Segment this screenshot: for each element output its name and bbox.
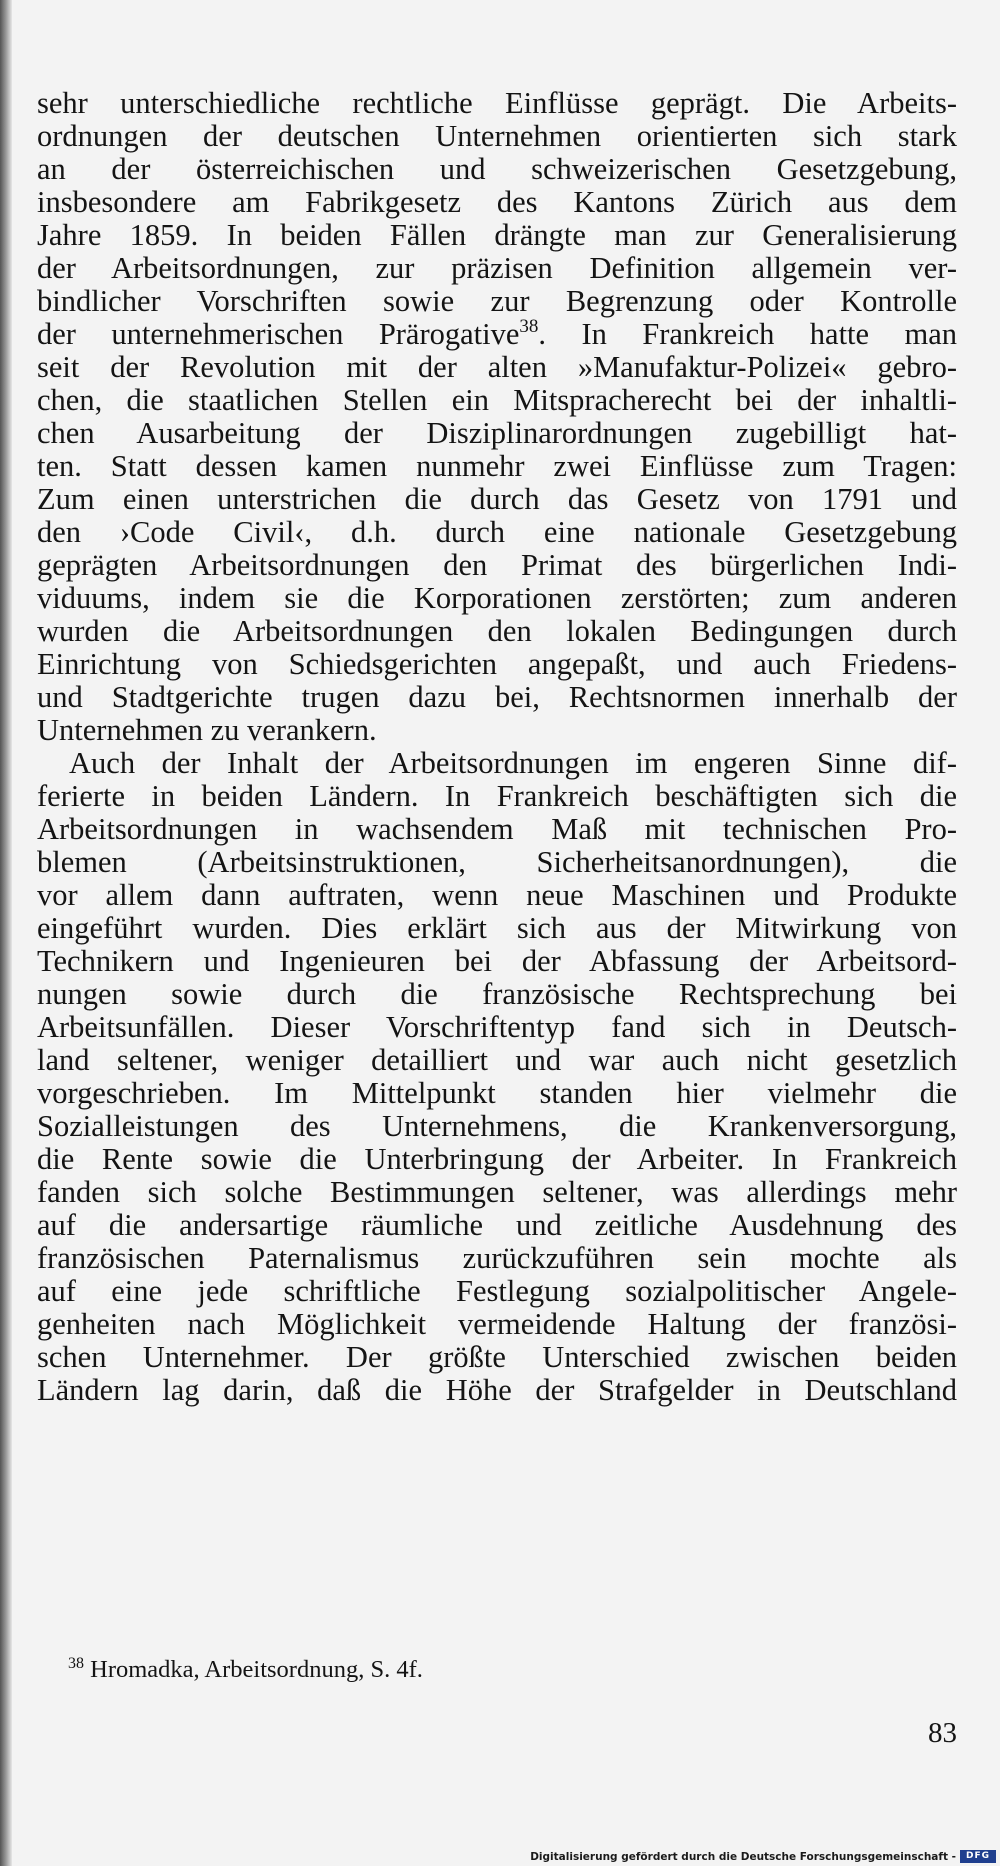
text-line: ferierte in beiden Ländern. In Frankreich beschäftigten sich die <box>37 779 957 813</box>
text-line: ordnungen der deutschen Unternehmen orientierten sich stark <box>37 119 957 153</box>
footnote-number: 38 <box>68 1655 84 1672</box>
text-line: blemen (Arbeitsinstruktionen, Sicherheitsanordnungen), die <box>37 845 957 879</box>
footnote-text: Hromadka, Arbeitsordnung, S. 4f. <box>90 1656 423 1683</box>
text-line: Ländern lag darin, daß die Höhe der Strafgelder in Deutschland <box>37 1373 957 1407</box>
text-line: ten. Statt dessen kamen nunmehr zwei Einflüsse zum Tragen: <box>37 449 957 483</box>
text-line: wurden die Arbeitsordnungen den lokalen Bedingungen durch <box>37 614 957 648</box>
text-line: chen, die staatlichen Stellen ein Mitspracherecht bei der inhaltli- <box>37 383 957 417</box>
text-line: Einrichtung von Schiedsgerichten angepaßt, und auch Friedens- <box>37 647 957 681</box>
text-line: Unternehmen zu verankern. <box>37 713 377 747</box>
text-line: geprägten Arbeitsordnungen den Primat des bürgerlichen Indi- <box>37 548 957 582</box>
text-line: vorgeschrieben. Im Mittelpunkt standen hier vielmehr die <box>37 1076 957 1110</box>
text-line-segment: der unternehmerischen Prärogative <box>37 317 520 351</box>
text-line: land seltener, weniger detailliert und war auch nicht gesetzlich <box>37 1043 957 1077</box>
text-line: Arbeitsunfällen. Dieser Vorschriftentyp fand sich in Deutsch- <box>37 1010 957 1044</box>
text-line: schen Unternehmer. Der größte Unterschied zwischen beiden <box>37 1340 957 1374</box>
page-number: 83 <box>928 1717 957 1749</box>
text-line: französischen Paternalismus zurückzuführen sein mochte als <box>37 1241 957 1275</box>
text-line: auf eine jede schriftliche Festlegung sozialpolitischer Angele- <box>37 1274 957 1308</box>
text-line: Sozialleistungen des Unternehmens, die Krankenversorgung, <box>37 1109 957 1143</box>
digitization-credit: Digitalisierung gefördert durch die Deutsche Forschungsgemeinschaft - <box>530 1851 956 1863</box>
text-line: der Arbeitsordnungen, zur präzisen Definition allgemein ver- <box>37 251 957 285</box>
text-line: Auch der Inhalt der Arbeitsordnungen im engeren Sinne dif- <box>69 746 957 780</box>
text-line: fanden sich solche Bestimmungen seltener, was allerdings mehr <box>37 1175 957 1209</box>
text-line: seit der Revolution mit der alten »Manufaktur-Polizei« gebro- <box>37 350 957 384</box>
text-line: Jahre 1859. In beiden Fällen drängte man zur Generalisierung <box>37 218 957 252</box>
text-line: an der österreichischen und schweizerischen Gesetzgebung, <box>37 152 957 186</box>
footnote-reference: 38 <box>519 316 539 337</box>
text-line: vor allem dann auftraten, wenn neue Maschinen und Produkte <box>37 878 957 912</box>
text-line: insbesondere am Fabrikgesetz des Kantons Zürich aus dem <box>37 185 957 219</box>
text-line-segment: . In Frankreich hatte man <box>538 317 957 351</box>
book-spine-shadow <box>0 0 12 1866</box>
text-line: genheiten nach Möglichkeit vermeidende Haltung der französi- <box>37 1307 957 1341</box>
text-line: und Stadtgerichte trugen dazu bei, Rechtsnormen innerhalb der <box>37 680 957 714</box>
text-line: auf die andersartige räumliche und zeitliche Ausdehnung des <box>37 1208 957 1242</box>
dfg-logo-icon: DFG <box>960 1850 996 1863</box>
text-line: Arbeitsordnungen in wachsendem Maß mit technischen Pro- <box>37 812 957 846</box>
text-line: sehr unterschiedliche rechtliche Einflüsse geprägt. Die Arbeits- <box>37 86 957 120</box>
text-line: Technikern und Ingenieuren bei der Abfassung der Arbeitsord- <box>37 944 957 978</box>
text-line: die Rente sowie die Unterbringung der Arbeiter. In Frankreich <box>37 1142 957 1176</box>
text-line: chen Ausarbeitung der Disziplinarordnungen zugebilligt hat- <box>37 416 957 450</box>
text-line: viduums, indem sie die Korporationen zerstörten; zum anderen <box>37 581 957 615</box>
footnote <box>68 1653 423 1687</box>
text-line: Zum einen unterstrichen die durch das Gesetz von 1791 und <box>37 482 957 516</box>
text-line: den ›Code Civil‹, d.h. durch eine nationale Gesetzgebung <box>37 515 957 549</box>
text-line: bindlicher Vorschriften sowie zur Begrenzung oder Kontrolle <box>37 284 957 318</box>
text-line: eingeführt wurden. Dies erklärt sich aus der Mitwirkung von <box>37 911 957 945</box>
text-line: nungen sowie durch die französische Rechtsprechung bei <box>37 977 957 1011</box>
